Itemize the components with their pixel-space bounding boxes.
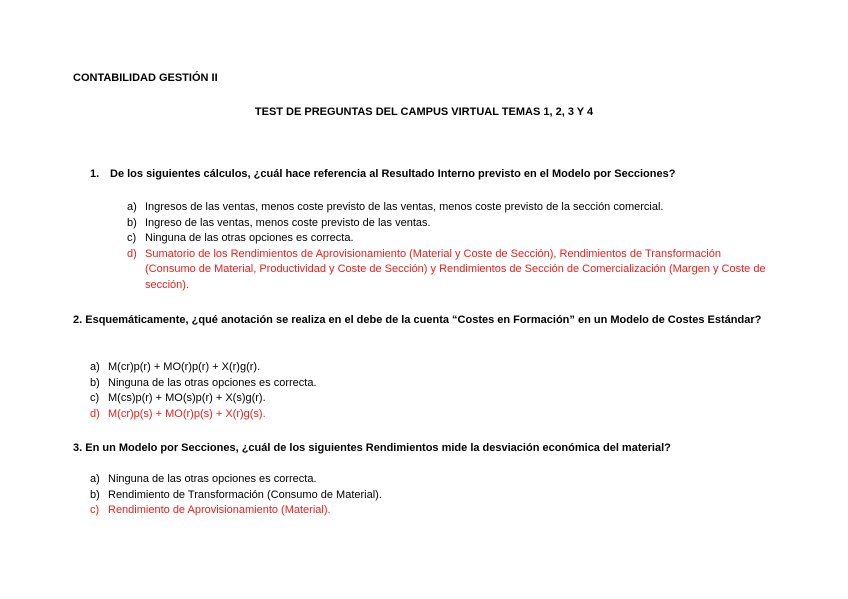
option-text: M(cr)p(r) + MO(r)p(r) + X(r)g(r). xyxy=(108,361,261,373)
answer-option xyxy=(90,488,590,504)
question-number: 1. xyxy=(90,168,100,180)
option-text: M(cs)p(r) + MO(s)p(r) + X(s)g(r). xyxy=(108,392,266,405)
course-title: CONTABILIDAD GESTIÓN II xyxy=(73,72,218,84)
option-letter: b) xyxy=(90,376,100,389)
option-letter: c) xyxy=(127,232,137,245)
question-text: De los siguientes cálculos, ¿cuál hace referencia al Resultado Interno previsto en el Modelo por Secciones? xyxy=(110,168,676,180)
option-text: Ingreso de las ventas, menos coste previsto de las ventas. xyxy=(145,216,431,229)
question-1-options xyxy=(127,200,767,294)
correct-answer-option xyxy=(127,247,767,294)
correct-answer-option xyxy=(90,407,590,423)
option-letter: a) xyxy=(127,201,137,213)
option-text: M(cr)p(s) + MO(r)p(s) + X(r)g(s). xyxy=(108,407,266,420)
question-text: Esquemáticamente, ¿qué anotación se realiza en el debe de la cuenta “Costes en Formación” en un Modelo de Costes Estándar? xyxy=(85,314,762,326)
option-text: Sumatorio de los Rendimientos de Aprovisionamiento (Material y Coste de Sección), Rendimientos de Transformación (Consumo de Material, Productividad y Coste de Sección) y Rendimientos de Sección de Comercialización (Margen y Coste de sección). xyxy=(145,247,766,291)
option-text: Rendimiento de Aprovisionamiento (Material). xyxy=(108,504,331,517)
option-letter: d) xyxy=(127,247,137,260)
question-3-options xyxy=(90,472,590,519)
option-text: Ninguna de las otras opciones es correcta. xyxy=(108,473,317,485)
answer-option xyxy=(127,216,767,232)
option-letter: b) xyxy=(90,488,100,501)
question-number: 3. xyxy=(73,442,83,454)
answer-option xyxy=(127,200,767,216)
option-letter: c) xyxy=(90,504,100,517)
answer-option xyxy=(90,376,590,392)
option-text: Ingresos de las ventas, menos coste previsto de las ventas, menos coste previsto de la sección comercial. xyxy=(145,201,664,213)
correct-answer-option xyxy=(90,503,590,519)
answer-option xyxy=(127,231,767,247)
question-3 xyxy=(73,440,783,456)
answer-option xyxy=(90,472,590,488)
question-1 xyxy=(90,166,790,182)
option-letter: b) xyxy=(127,216,137,229)
test-title: TEST DE PREGUNTAS DEL CAMPUS VIRTUAL TEMAS 1, 2, 3 Y 4 xyxy=(254,106,594,118)
answer-option xyxy=(90,360,590,376)
question-number: 2. xyxy=(73,314,83,326)
option-text: Ninguna de las otras opciones es correcta. xyxy=(108,376,317,389)
option-letter: c) xyxy=(90,392,100,405)
option-letter: a) xyxy=(90,473,100,485)
question-2-options xyxy=(90,360,590,422)
option-letter: d) xyxy=(90,407,100,420)
option-text: Ninguna de las otras opciones es correcta. xyxy=(145,232,354,245)
option-text: Rendimiento de Transformación (Consumo de Material). xyxy=(108,488,382,501)
answer-option xyxy=(90,391,590,407)
option-letter: a) xyxy=(90,361,100,373)
question-2 xyxy=(73,312,783,328)
question-text: En un Modelo por Secciones, ¿cuál de los siguientes Rendimientos mide la desviación económica del material? xyxy=(85,442,671,454)
